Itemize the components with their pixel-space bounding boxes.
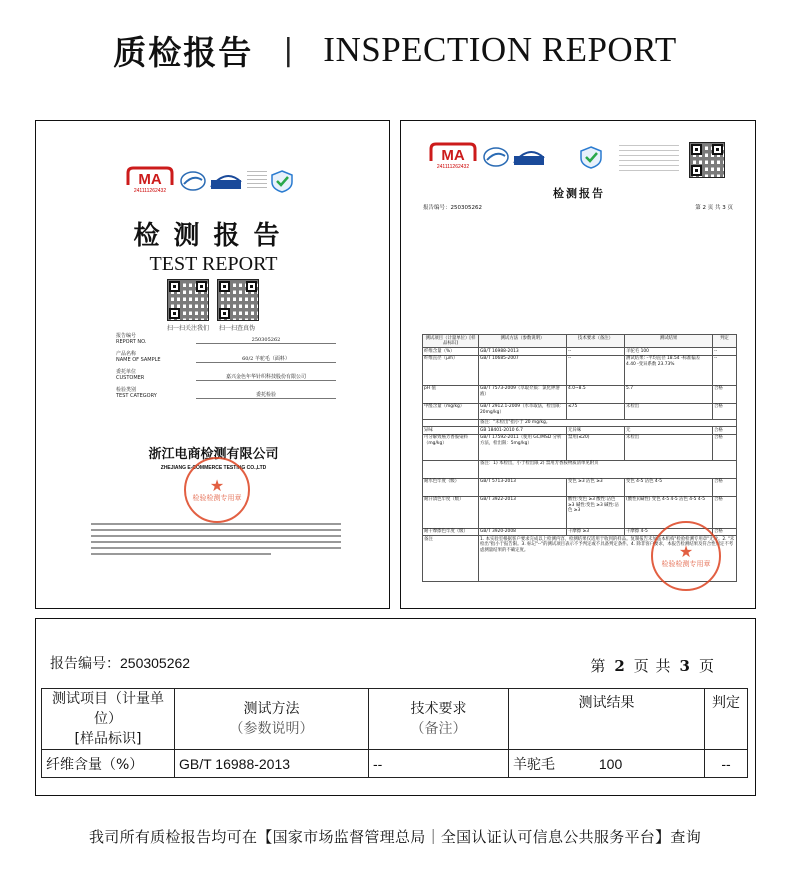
field-label-customer: 委托单位 CUSTOMER [116, 369, 145, 381]
page2-page-indicator: 第 2 页 共 3 页 [695, 205, 733, 211]
header-title-en: INSPECTION REPORT [323, 30, 677, 69]
page2-report-no: 报告编号：250305262 [423, 205, 482, 211]
footer-note: 我司所有质检报告均可在【国家市场监督管理总局｜全国认证认可信息公共服务平台】查询 [88, 828, 701, 846]
zoom-table-header [42, 689, 748, 750]
cell-result [509, 750, 705, 778]
field-value-category: 委托检验 [196, 391, 336, 399]
result-fiber-value: 100 [598, 755, 623, 772]
table-row: 纤维直径（μm） GB/T 10685-2007 -- 测试结果: -平均直径 18.54 -标准偏差 4.40 -变异系数 23.73% -- [423, 355, 737, 385]
qr-code-verify [217, 279, 259, 321]
page2-title: 检测报告 [553, 187, 605, 200]
field-label-category: 检验类别 TEST CATEGORY [116, 387, 157, 399]
table-row: 耐干摩擦色牢度（级） GB/T 3920-2008 干摩擦 ≥3 干摩擦 4-5 合格 [423, 528, 737, 536]
field-value-customer: 嘉兴金色年华针织科技股份有限公司 [196, 373, 336, 381]
field-label-sample: 产品名称 NAME OF SAMPLE [116, 351, 161, 363]
cnas-small-text [247, 171, 267, 191]
table-row: 甲醛含量（mg/kg） GB/T 2912.1-2009（水萃取法，检出限：20mg/kg） ≤75 未检出 合格 [423, 403, 737, 419]
contact-info-block [619, 145, 679, 175]
table-row: 备注 1. 本实验室根据客户要求完成以上检测内容，检测结果仅适用于收到的样品。复制报告未加盖本机构"检验检测专用章"无效。2. "未检出"指小于报告限。3. 标记"--"的测试项目表示不予判定或不具备判定条件。4. 除非客户要求，本报告检测结果及符合性判定不考虑测量结果的不确定度。 [423, 536, 737, 582]
col-header-judgement: 判定 [705, 689, 748, 750]
ilac-logo-small [483, 146, 509, 168]
cnas-logo [209, 170, 243, 192]
cnas-logo-small [512, 146, 546, 168]
cell-test-item: 纤维含量（%） [42, 750, 175, 778]
col-header-item: 测试项目（计量单位） [样品标识] [42, 689, 175, 750]
table-row: 耐汗渍色牢度（级） GB/T 3922-2013 酸性:变色 ≥3 酸性:沾色 ≥3 碱性:变色 ≥3 碱性:沾色 ≥3 (酸性)(碱性) 变色 4-5 4-5 沾色 4-5 4-5 合格 [423, 496, 737, 528]
zoom-results-table [41, 688, 748, 778]
zoom-report-no-label: 报告编号： [50, 656, 120, 672]
col-header-result: 测试结果 [509, 689, 705, 750]
report-cover-image [35, 120, 390, 609]
zoom-report-number [50, 653, 190, 673]
summary-table-header: 测试项目（计量单位）[样品标识] 测试方法（参数说明） 技术要求（备注） 测试结果 判定 [423, 335, 737, 348]
ecommerce-check-logo-small [576, 145, 606, 169]
field-value-sample: 60/2 羊驼毛（面料） [196, 355, 336, 363]
col-header-method: 测试方法 （参数说明） [175, 689, 369, 750]
stamp-text-page2: 检验检测专用章 [661, 560, 711, 568]
qr-caption-right: 扫一扫查真伪 [219, 325, 256, 332]
table-row: 耐水色牢度（级） GB/T 5713-2013 变色 ≥3 沾色 ≥3 变色 4-5 沾色 4-5 合格 [423, 478, 737, 496]
page-header [0, 28, 790, 72]
page2-logos [427, 141, 606, 173]
zoom-page-number: 2 [614, 657, 626, 675]
cma-number-small: 241111262432 [436, 164, 470, 170]
table-row [42, 750, 748, 778]
company-name-en: ZHEJIANG E-COMMERCE TESTING CO.,LTD [160, 465, 267, 471]
zoomed-table-detail [35, 618, 756, 796]
header-separator: | [283, 32, 294, 68]
result-fiber-name: 羊驼毛 [513, 756, 555, 773]
field-label-report-no: 报告编号 REPORT NO. [116, 333, 147, 345]
cover-title-en: TEST REPORT [149, 253, 278, 275]
company-name-cn: 浙江电商检测有限公司 [148, 447, 279, 462]
stamp-text: 检验检测专用章 [192, 494, 242, 502]
zoom-page-indicator: 第 2 页 共 3 页 [590, 657, 715, 675]
ilac-logo [180, 170, 206, 192]
cell-judgement: -- [705, 750, 748, 778]
table-row: 备注："未检出"指小于 20 mg/kg。 [423, 419, 737, 427]
table-row: 异味 GB 18401-2010 6.7 无异味 无 合格 [423, 427, 737, 435]
header-title-cn: 质检报告 [113, 32, 254, 72]
qr-code-follow [167, 279, 209, 321]
field-value-report-no: 250305262 [196, 337, 336, 344]
cell-requirement: -- [369, 750, 509, 778]
table-row: pH 值 GB/T 7573-2009（萃取介质：氯化钾溶液） 4.0~8.5 5.7 合格 [423, 385, 737, 403]
ecommerce-check-logo [269, 169, 295, 193]
table-row: 备注：1) 本检出，小于检出限 2) 禁用芳香胺物质清单见附页 [423, 460, 737, 478]
svg-text:MA: MA [441, 147, 465, 164]
official-stamp-page2: ★ 检验检测专用章 [651, 521, 721, 591]
table-row: 可分解致癌芳香胺染料（mg/kg） GB/T 17592-2011（使用 GC/MSD 分析方法，检出限：5mg/kg） 禁用(≤20) 未检出 合格 [423, 434, 737, 460]
table-row: 纤维含量（%） GB/T 16988-2013 -- 羊驼毛 100 -- [423, 348, 737, 356]
cma-logo-small [427, 141, 479, 173]
zoom-report-no-value: 250305262 [120, 655, 191, 671]
qr-code-page2 [689, 142, 725, 178]
report-page2-image [400, 120, 756, 609]
svg-text:MA: MA [138, 171, 162, 188]
zoom-page-total: 3 [679, 657, 691, 675]
cell-method: GB/T 16988-2013 [175, 750, 369, 778]
cma-number: 241111262432 [133, 188, 167, 194]
cover-logos [124, 165, 295, 197]
col-header-requirement: 技术要求 （备注） [369, 689, 509, 750]
cover-title-cn: 检测报告 [133, 221, 294, 251]
qr-caption-left: 扫一扫关注我们 [167, 325, 210, 332]
official-stamp: ★ 检验检测专用章 [184, 457, 250, 523]
cma-logo [124, 165, 176, 197]
